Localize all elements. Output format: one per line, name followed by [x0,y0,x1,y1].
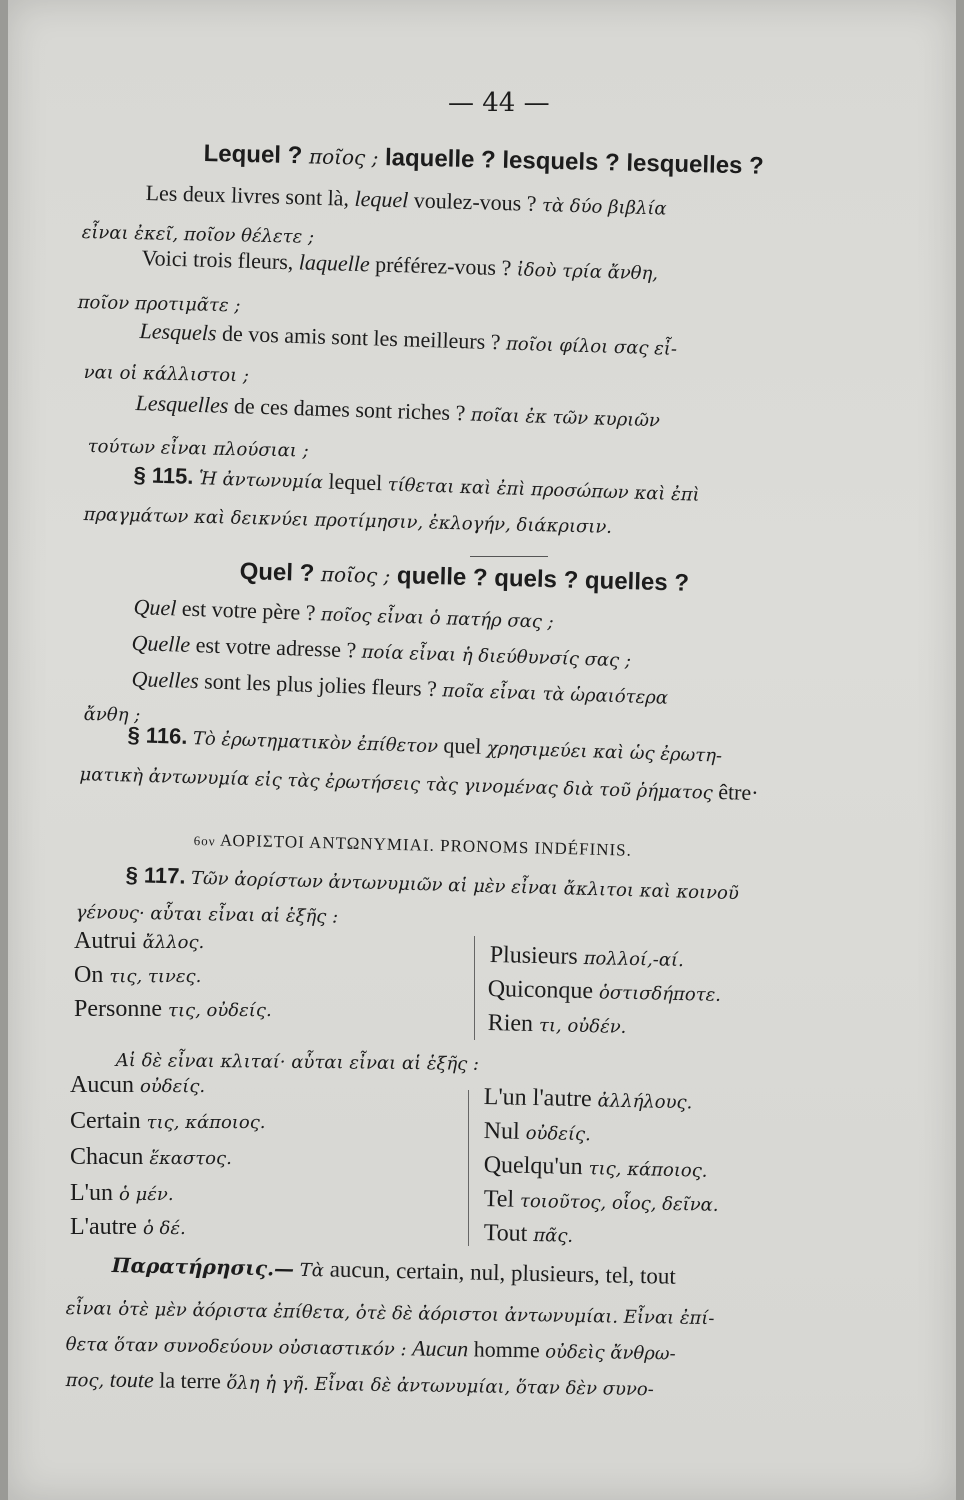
list-item: Autrui ἄλλος. [74,928,205,954]
heading-word: Lequel ? [203,140,303,170]
section-number: § 117. [125,862,186,889]
remark-line4: πος, toute la terre ὅλη ἡ γῆ. Εἶναι δὲ ἀντωνυμίαι, ὅταν δὲν συνο- [65,1366,654,1401]
heading-word: Quel ? [239,558,315,587]
list-item: Rien τι, οὐδέν. [487,1010,627,1038]
heading-word: lesquelles ? [626,149,765,180]
list-item: Personne τις, οὐδείς. [74,996,272,1022]
remark-line3: θετα ὅταν συνοδεύουν οὐσιαστικόν : Aucun homme οὐδεὶς ἄνθρω- [65,1333,676,1365]
remark-line2: εἶναι ὁτὲ μὲν ἀόριστα ἐπίθετα, ὁτὲ δὲ ἀόριστοι ἀντωνυμίαι. Εἶναι ἐπί- [65,1297,715,1330]
list-item: Certain τις, κάποιος. [70,1108,266,1134]
remark-line1: Παρατήρησις.— Τὰ aucun, certain, nul, plusieurs, tel, tout [111,1252,677,1289]
section-number: § 115. [133,462,194,489]
list-item: Chacun ἕκαστος. [70,1144,232,1170]
list-item: L'un l'autre ἀλλήλους. [483,1084,693,1114]
text-line: ναι οἱ κάλλιστοι ; [83,361,250,387]
paragraph-115-line1: § 115. Ἡ ἀντωνυμία lequel τίθεται καὶ ἐπὶ προσώπων καὶ ἐπὶ [133,462,700,506]
list-item: Tout πᾶς. [483,1220,574,1247]
paragraph-116-line1: § 116. Τὸ ἐρωτηματικὸν ἐπίθετον quel χρησιμεύει καὶ ὡς ἐρωτη- [127,722,723,767]
list-item: L'un ὁ μέν. [70,1180,174,1206]
text-line: Quelles sont les plus jolies fleurs ? ποῖα εἶναι τὰ ὡραιότερα [131,666,669,709]
list-item: Quiconque ὁστισδήποτε. [487,976,722,1006]
declinable-intro: Αἱ δὲ εἶναι κλιταί· αὗται εἶναι αἱ ἑξῆς : [115,1049,480,1075]
page-number: — 44 — [448,88,550,118]
paragraph-116-line2: ματικὴ ἀντωνυμία εἰς τὰς ἐρωτήσεις τὰς γινομένας διὰ τοῦ ῥήματος être· [79,763,759,806]
list-item: Plusieurs πολλοί,-αί. [489,942,685,972]
heading-word: lesquels ? [502,146,621,177]
heading-greek: ποῖος ; [308,144,379,170]
divider [470,556,548,557]
heading-word: laquelle ? [384,144,497,174]
list-item: Aucun οὐδείς. [70,1072,206,1098]
heading-quel [239,558,689,598]
paragraph-117-line2: γένους· αὗται εἶναι αἱ ἑξῆς : [75,901,339,928]
text-line: Quel est votre père ? ποῖος εἶναι ὁ πατήρ σας ; [133,594,555,633]
text-line: Les deux livres sont là, lequel voulez-vous ? τὰ δύο βιβλία [145,180,667,220]
heading-word: quelles ? [584,567,690,597]
heading-word: quelle ? [396,562,488,592]
text-line: Quelle est votre adresse ? ποία εἶναι ἡ διεύθυνσίς σας ; [131,630,632,672]
text-line: Lesquelles de ces dames sont riches ? ποῖαι ἐκ τῶν κυριῶν [135,390,661,432]
column-divider [474,936,475,1040]
paragraph-115-line2: πραγμάτων καὶ δεικνύει προτίμησιν, ἐκλογήν, διάκρισιν. [83,503,613,538]
list-item: Tel τοιοῦτος, οἷος, δεῖνα. [483,1186,719,1216]
text-line: ποῖον προτιμᾶτε ; [77,291,241,317]
text-line: ἄνθη ; [83,703,141,726]
column-divider [468,1090,469,1246]
list-item: L'autre ὁ δέ. [70,1214,186,1240]
book-page [8,0,956,1500]
heading-greek: ποῖος ; [320,562,391,588]
section-number: § 116. [127,722,188,749]
text-line: εἶναι ἐκεῖ, ποῖον θέλετε ; [81,221,315,248]
text-line: τούτων εἶναι πλούσιαι ; [87,435,309,462]
list-item: On τις, τινες. [74,962,202,988]
heading-word: quels ? [493,564,579,594]
remark-label: Παρατήρησις.— [111,1252,295,1281]
paragraph-117-line1: § 117. Τῶν ἀορίστων ἀντωνυμιῶν αἱ μὲν εἶναι ἄκλιτοι καὶ κοινοῦ [125,862,740,905]
text-line: Voici trois fleurs, laquelle préférez-vous ? ἰδοὺ τρία ἄνθη, [141,245,659,285]
heading-lequel [203,140,764,181]
text-line: Lesquels de vos amis sont les meilleurs ? ποῖοι φίλοι σας εἶ- [139,318,678,360]
list-item: Nul οὐδείς. [483,1118,592,1146]
section-title: 6ον ΑΟΡΙΣΤΟΙ ΑΝΤΩΝΥΜΙΑΙ. PRONOMS INDÉFINIS. [193,830,633,860]
list-item: Quelqu'un τις, κάποιος. [483,1152,708,1182]
